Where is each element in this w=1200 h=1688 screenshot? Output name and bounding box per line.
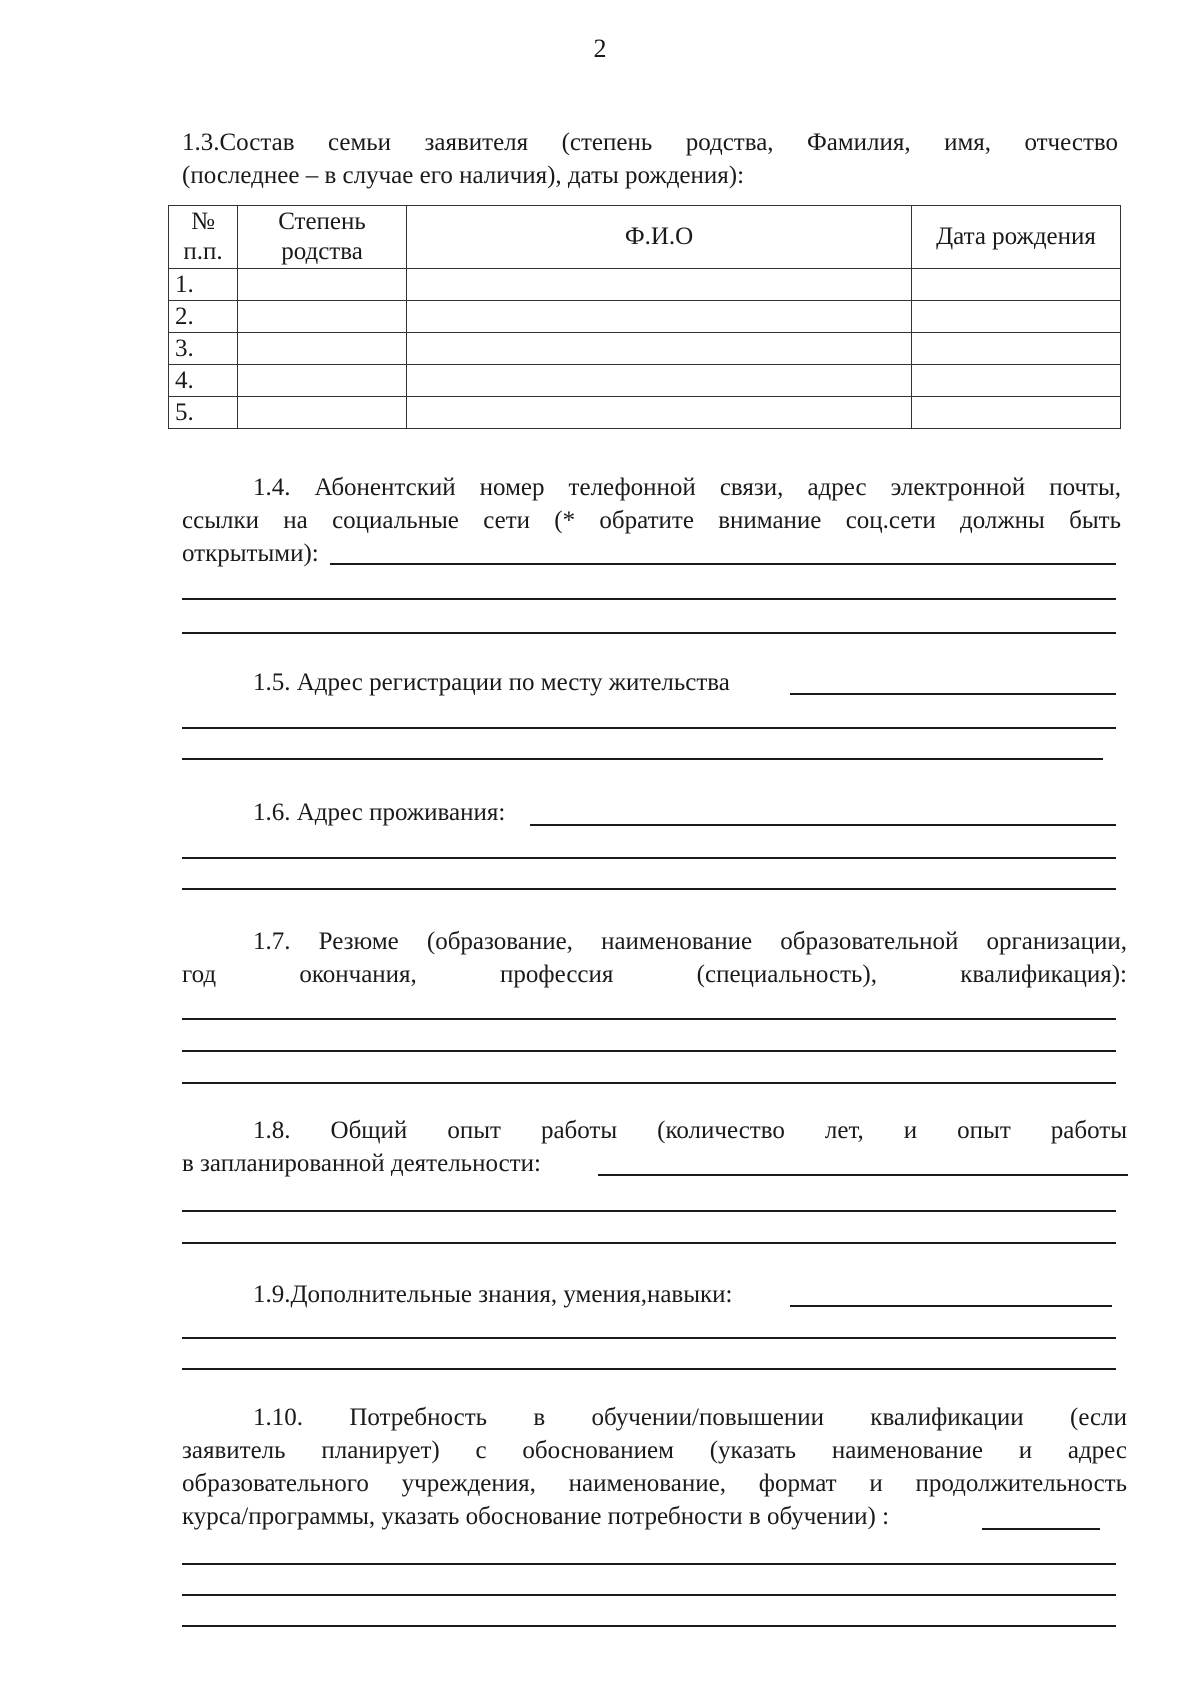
registration-fill-line-3[interactable] [182,758,1103,760]
section-1-3-line2: (последнее – в случае его наличия), даты рождения): [182,162,745,189]
row-number: 5. [169,397,238,429]
residence-fill-line-3[interactable] [182,888,1116,890]
section-1-10-line2: заявитель планирует) с обоснованием (указать наименование и адрес [182,1437,1127,1464]
resume-fill-line-2[interactable] [182,1050,1116,1052]
relation-cell[interactable] [238,365,407,397]
skills-fill-line-1[interactable] [790,1305,1112,1307]
name-cell[interactable] [407,301,912,333]
birth-date-cell[interactable] [912,333,1121,365]
page-number: 2 [593,34,607,63]
section-1-3-line1: 1.3.Состав семьи заявителя (степень родства, Фамилия, имя, отчество [182,129,1118,156]
skills-fill-line-2[interactable] [182,1337,1116,1339]
row-number: 4. [169,365,238,397]
training-fill-line-1[interactable] [982,1528,1100,1530]
section-1-8-line1: 1.8. Общий опыт работы (количество лет, и опыт работы [253,1117,1127,1144]
section-1-4-line2: ссылки на социальные сети (* обратите внимание соц.сети должны быть [182,507,1121,534]
name-cell[interactable] [407,269,912,301]
header-relation-bottom: родства [281,238,363,265]
resume-fill-line-1[interactable] [182,1018,1116,1020]
skills-fill-line-3[interactable] [182,1368,1116,1370]
section-1-7-line2: год окончания, профессия (специальность), квалификация): [182,961,1127,988]
relation-cell[interactable] [238,269,407,301]
section-1-5-label: 1.5. Адрес регистрации по месту жительства [253,669,730,696]
birth-date-cell[interactable] [912,269,1121,301]
section-1-9-label: 1.9.Дополнительные знания, умения,навыки: [253,1281,733,1308]
table-row [169,301,1121,333]
table-row [169,269,1121,301]
section-1-4-line3: открытыми): [182,540,319,567]
relation-cell[interactable] [238,301,407,333]
family-table [168,205,1121,429]
header-number-top: № [191,208,215,235]
header-number [169,206,238,269]
header-full-name: Ф.И.О [407,206,912,269]
name-cell[interactable] [407,333,912,365]
family-table-header-row [169,206,1121,269]
contacts-fill-line-2[interactable] [182,598,1116,600]
training-fill-line-4[interactable] [182,1625,1116,1627]
row-number: 3. [169,333,238,365]
experience-fill-line-3[interactable] [182,1242,1116,1244]
header-relation-top: Степень [278,208,366,235]
training-fill-line-2[interactable] [182,1563,1116,1565]
resume-fill-line-3[interactable] [182,1082,1116,1084]
relation-cell[interactable] [238,397,407,429]
header-number-bottom: п.п. [183,238,223,265]
residence-fill-line-2[interactable] [182,857,1116,859]
row-number: 1. [169,269,238,301]
contacts-fill-line-3[interactable] [182,632,1116,634]
header-birth-date: Дата рождения [912,206,1121,269]
section-1-6-label: 1.6. Адрес проживания: [253,799,506,826]
name-cell[interactable] [407,365,912,397]
section-1-7-line1: 1.7. Резюме (образование, наименование образовательной организации, [253,928,1127,955]
section-1-4-line1: 1.4. Абонентский номер телефонной связи, адрес электронной почты, [253,474,1121,501]
name-cell[interactable] [407,397,912,429]
table-row [169,365,1121,397]
table-row [169,333,1121,365]
header-relation [238,206,407,269]
contacts-fill-line-1[interactable] [330,563,1116,565]
section-1-8-line2: в запланированной деятельности: [182,1150,541,1177]
relation-cell[interactable] [238,333,407,365]
birth-date-cell[interactable] [912,397,1121,429]
registration-fill-line-2[interactable] [182,727,1116,729]
section-1-10-line3: образовательного учреждения, наименование, формат и продолжительность [182,1470,1127,1497]
training-fill-line-3[interactable] [182,1594,1116,1596]
section-1-10-line4: курса/программы, указать обоснование потребности в обучении) : [182,1503,890,1530]
residence-fill-line-1[interactable] [530,824,1116,826]
table-row [169,397,1121,429]
row-number: 2. [169,301,238,333]
experience-fill-line-1[interactable] [598,1174,1128,1176]
birth-date-cell[interactable] [912,365,1121,397]
section-1-10-line1: 1.10. Потребность в обучении/повышении квалификации (если [253,1404,1127,1431]
experience-fill-line-2[interactable] [182,1210,1116,1212]
registration-fill-line-1[interactable] [790,693,1116,695]
birth-date-cell[interactable] [912,301,1121,333]
